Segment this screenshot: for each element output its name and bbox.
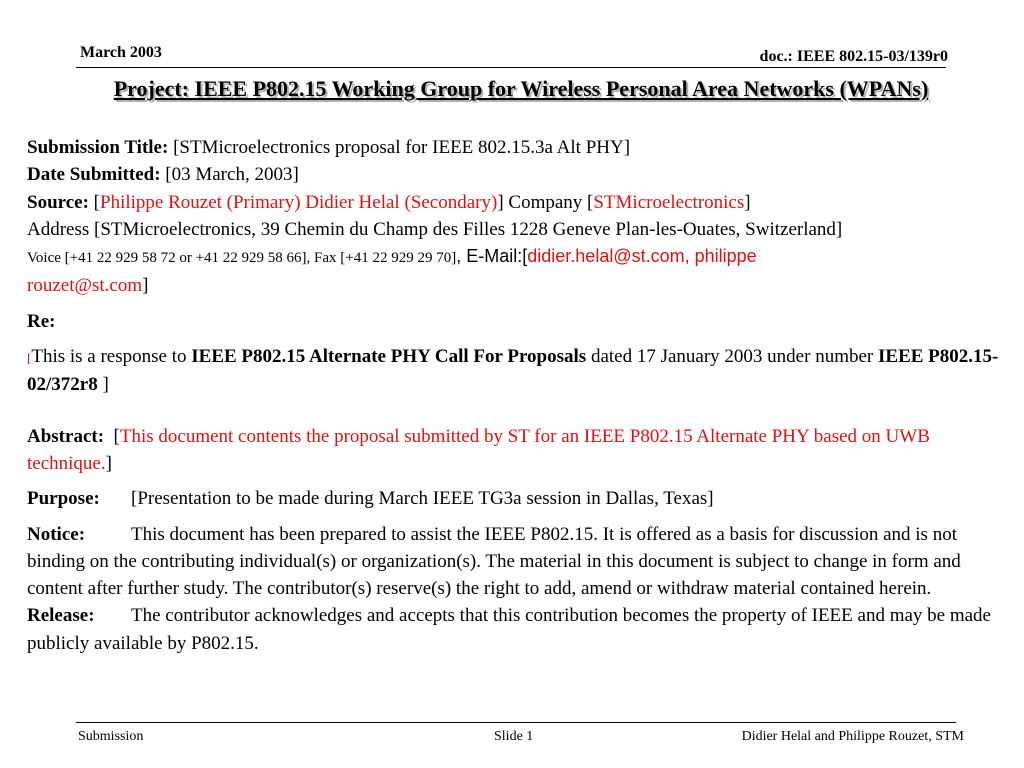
submission-title-value: [STMicroelectronics proposal for IEEE 802.15.3a Alt PHY] — [173, 137, 631, 158]
footer-submission: Submission — [78, 729, 144, 744]
footer-rule — [76, 722, 956, 723]
source-open: [ — [93, 191, 100, 213]
footer-slide-number: Slide 1 — [494, 729, 534, 744]
re-close: ] — [97, 374, 109, 396]
purpose-text: [Presentation to be made during March IEEE TG3a session in Dallas, Texas] — [131, 488, 714, 510]
date-submitted-value: [03 March, 2003] — [165, 164, 299, 186]
abstract-text: This document contents the proposal submitted by ST for an IEEE P802.15 Alternate PHY based on UWB technique. — [27, 425, 930, 474]
re-text-2: dated 17 January 2003 under number — [586, 346, 878, 368]
source-close: ] — [744, 191, 751, 213]
notice-label: Notice: — [27, 523, 86, 545]
project-title: Project: IEEE P802.15 Working Group for Wireless Personal Area Networks (WPANs) — [113, 76, 929, 101]
source-line — [27, 189, 1017, 216]
notice-text: This document has been prepared to assist the IEEE P802.15. It is offered as a basis for discussion and is not binding on the contributing individual(s) or organization(s). The material in this document is subject to change in form and content after further study. The contributor(s) reserve(s) the right to add, amend or withdraw material contained herein. — [27, 523, 961, 600]
voice-fax: Voice [+41 22 929 58 72 or +41 22 929 58 66], Fax [+41 22 929 29 70] — [27, 250, 457, 267]
email-close: ] — [142, 275, 149, 297]
email-addresses-2: rouzet@st.com — [27, 275, 143, 297]
spacer — [27, 335, 1017, 343]
re-text — [27, 343, 1017, 399]
release-line — [27, 602, 1017, 657]
re-label: Re: — [27, 310, 56, 332]
re-open: [ — [27, 350, 32, 366]
submission-title-label: Submission Title: — [27, 137, 169, 158]
date-submitted-line — [27, 161, 1017, 188]
submission-title-line — [27, 134, 1017, 161]
header-rule — [76, 67, 946, 68]
source-names: Philippe Rouzet (Primary) Didier Helal (Secondary) — [100, 191, 498, 213]
spacer — [27, 300, 1017, 308]
re-bold-2: IEEE P802.15-02/372r8 — [27, 346, 999, 396]
abstract-line — [27, 423, 1017, 478]
release-text: The contributor acknowledges and accepts that this contribution becomes the property of IEEE and may be made publicly available by P802.15. — [27, 605, 991, 654]
email-label: , E-Mail:[ — [456, 246, 528, 267]
source-label: Source: — [27, 191, 89, 213]
source-company: STMicroelectronics — [593, 191, 745, 213]
abstract-label: Abstract: — [27, 425, 105, 447]
header-date: March 2003 — [80, 44, 162, 61]
purpose-line — [27, 485, 1017, 512]
re-bold-1: IEEE P802.15 Alternate PHY Call For Proposals — [191, 346, 587, 368]
abstract-open: [ — [113, 425, 120, 447]
date-submitted-label: Date Submitted: — [27, 164, 161, 186]
document-body — [27, 134, 1017, 657]
email-addresses-1: didier.helal@st.com, philippe — [527, 246, 757, 267]
contact-line — [27, 243, 1017, 300]
release-label: Release: — [27, 605, 95, 627]
spacer — [27, 399, 1017, 423]
abstract-close: ] — [105, 452, 112, 474]
source-company-pre: ] Company [ — [497, 191, 594, 213]
footer-authors: Didier Helal and Philippe Rouzet, STM — [741, 729, 964, 744]
notice-line — [27, 521, 1017, 603]
header-doc-id: doc.: IEEE 802.15-03/139r0 — [759, 48, 948, 65]
address-line: Address [STMicroelectronics, 39 Chemin du Champ des Filles 1228 Geneve Plan-les-Ouates, Switzerland] — [27, 218, 843, 240]
re-text-1: This is a response to — [31, 346, 192, 368]
spacer — [27, 513, 1017, 521]
spacer — [27, 477, 1017, 485]
purpose-label: Purpose: — [27, 488, 100, 510]
